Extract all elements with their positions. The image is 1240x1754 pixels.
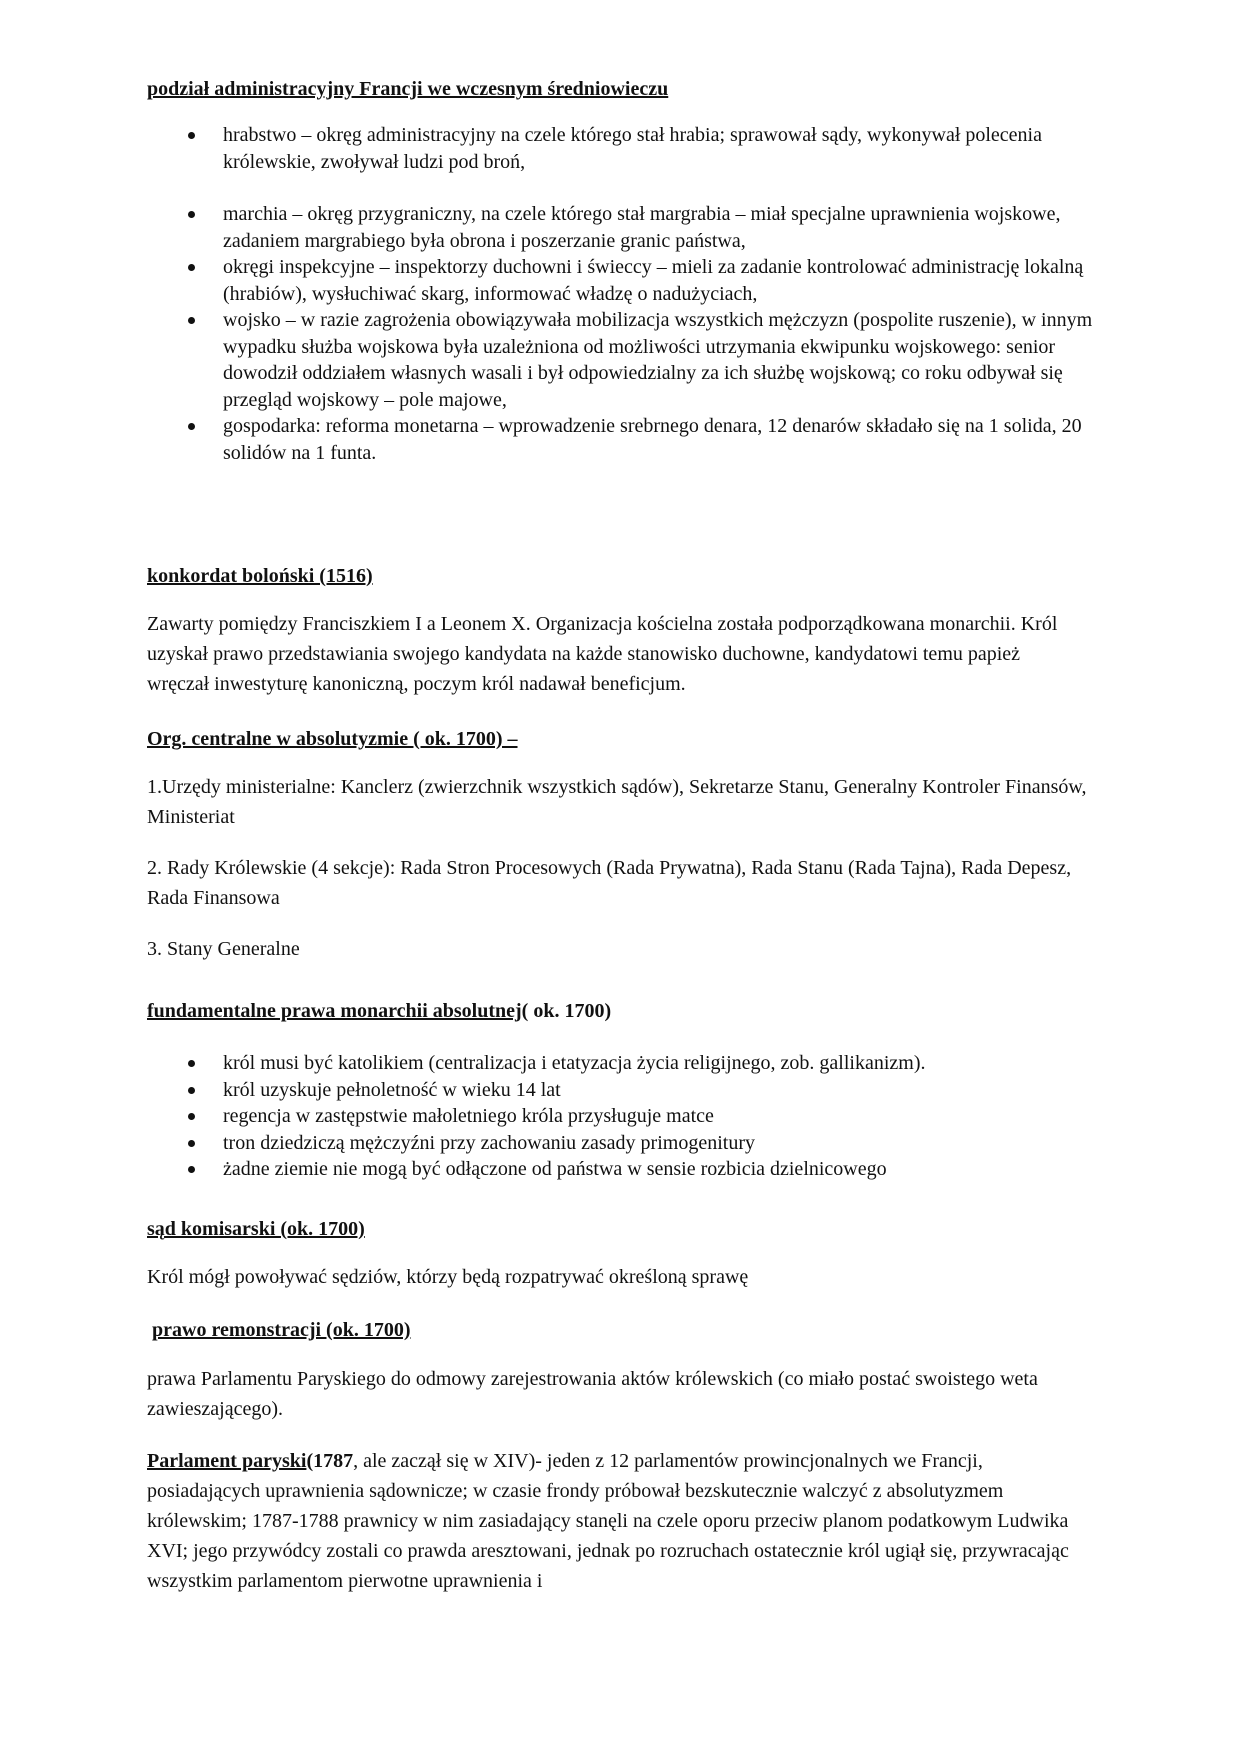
heading-central-organs: Org. centralne w absolutyzmie ( ok. 1700) – bbox=[147, 728, 518, 750]
paragraph-paris-parliament: Parlament paryski(1787, ale zaczął się w XIV)- jeden z 12 parlamentów prowincjonalnych we Francji, posiadających uprawnienia sądownicze; w czasie frondy próbował bezskutecznie walczyć z absolutyzmem królewskim; 1787-1788 prawnicy w nim zasiadający stanęli na czele oporu przeciw planom podatkowym Ludwika XVI; jego przywódcy zostali co prawda aresztowani, jednak po rozruchach ostatecznie król ugiął się, przywracając wszystkim parlamentom pierwotne uprawnienia i bbox=[147, 1450, 1069, 1592]
paragraph-right-of-remonstrance: prawa Parlamentu Paryskiego do odmowy zarejestrowania aktów królewskich (co miało postać swoistego weta zawieszającego). bbox=[147, 1368, 1038, 1420]
list-fundamental-laws bbox=[147, 1050, 1097, 1183]
paragraph-concordat-bologna: Zawarty pomiędzy Franciszkiem I a Leonem X. Organizacja kościelna została podporządkowana monarchii. Król uzyskał prawo przedstawiania swojego kandydata na każde stanowisko duchowne, kandydatowi temu papież wręczał inwestyturę kanoniczną, poczym król nadawał beneficjum. bbox=[147, 613, 1058, 695]
paragraph-commissarial-court: Król mógł powoływać sędziów, którzy będą rozpatrywać określoną sprawę bbox=[147, 1266, 749, 1288]
paris-parliament-heading: Parlament paryski bbox=[147, 1450, 307, 1472]
list-item: regencja w zastępstwie małoletniego króla przysługuje matce bbox=[147, 1103, 1097, 1130]
heading-right-of-remonstrance: prawo remonstracji (ok. 1700) bbox=[152, 1319, 411, 1341]
list-item: wojsko – w razie zagrożenia obowiązywała mobilizacja wszystkich mężczyzn (pospolite ruszenie), w innym wypadku służba wojskowa była uzależniona od możliwości utrzymania ekwipunku wojskowego: senior dowodził oddziałem własnych wasali i był odpowiedzialny za ich służbę wojskową; co roku odbywał się przegląd wojskowy – pole majowe, bbox=[147, 307, 1097, 413]
heading-administrative-division: podział administracyjny Francji we wczesnym średniowieczu bbox=[147, 78, 669, 100]
list-item: marchia – okręg przygraniczny, na czele którego stał margrabia – miał specjalne uprawnienia wojskowe, zadaniem margrabiego była obrona i poszerzanie granic państwa, bbox=[147, 201, 1097, 254]
heading-fundamental-laws: fundamentalne prawa monarchii absolutnej( ok. 1700) bbox=[147, 1000, 612, 1022]
heading-concordat-bologna: konkordat boloński (1516) bbox=[147, 565, 373, 587]
list-item: okręgi inspekcyjne – inspektorzy duchowni i świeccy – mieli za zadanie kontrolować administrację lokalną (hrabiów), wysłuchiwać skarg, informować władzę o nadużyciach, bbox=[147, 254, 1097, 307]
list-item: żadne ziemie nie mogą być odłączone od państwa w sensie rozbicia dzielnicowego bbox=[147, 1156, 1097, 1183]
list-item: król uzyskuje pełnoletność w wieku 14 lat bbox=[147, 1077, 1097, 1104]
list-item: król musi być katolikiem (centralizacja i etatyzacja życia religijnego, zob. gallikanizm). bbox=[147, 1050, 1097, 1077]
list-item: gospodarka: reforma monetarna – wprowadzenie srebrnego denara, 12 denarów składało się na 1 solida, 20 solidów na 1 funta. bbox=[147, 413, 1097, 466]
paragraph-ministerial-offices: 1.Urzędy ministerialne: Kanclerz (zwierzchnik wszystkich sądów), Sekretarze Stanu, Generalny Kontroler Finansów, Ministeriat bbox=[147, 776, 1087, 828]
paragraph-estates-general: 3. Stany Generalne bbox=[147, 938, 300, 960]
paragraph-royal-councils: 2. Rady Królewskie (4 sekcje): Rada Stron Procesowych (Rada Prywatna), Rada Stanu (Rada Tajna), Rada Depesz, Rada Finansowa bbox=[147, 857, 1072, 909]
list-item: hrabstwo – okręg administracyjny na czele którego stał hrabia; sprawował sądy, wykonywał polecenia królewskie, zwoływał ludzi pod broń, bbox=[147, 122, 1097, 175]
list-item: tron dziedziczą mężczyźni przy zachowaniu zasady primogenitury bbox=[147, 1130, 1097, 1157]
heading-commissarial-court: sąd komisarski (ok. 1700) bbox=[147, 1218, 365, 1240]
list-administrative-division bbox=[147, 122, 1097, 466]
